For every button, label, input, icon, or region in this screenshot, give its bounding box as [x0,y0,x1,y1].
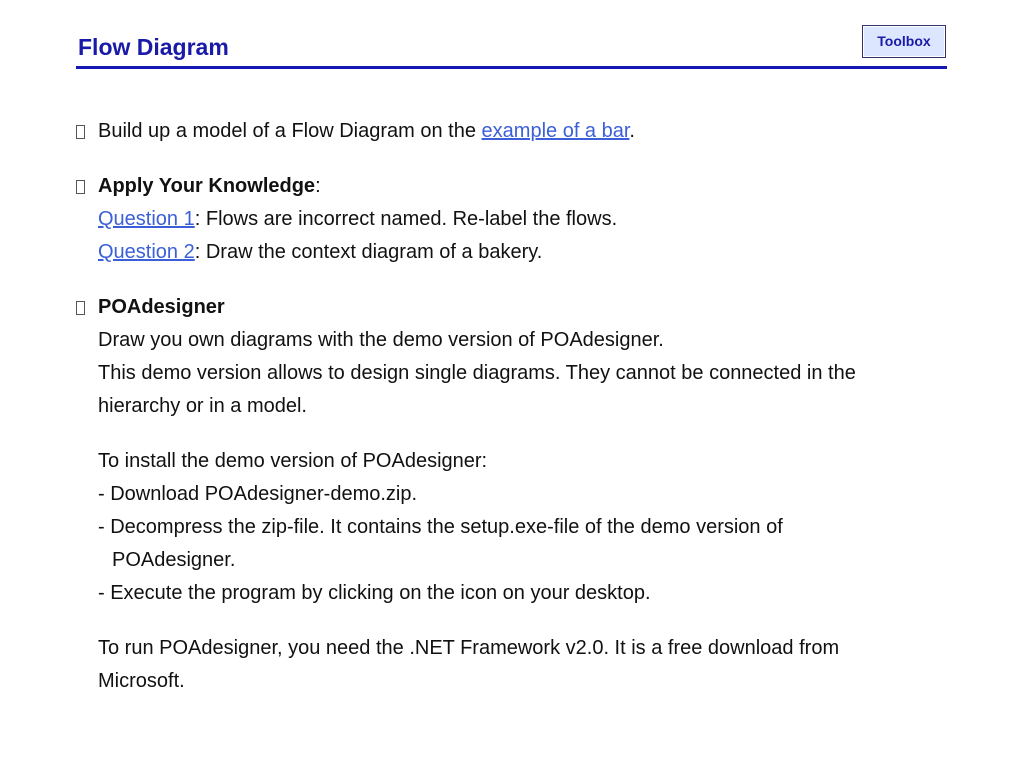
apply-knowledge-heading: Apply Your Knowledge [98,175,316,197]
bullet-text-suffix: . [629,120,635,142]
question-2-link[interactable]: Question 2 [98,241,195,263]
bullet-box-icon [76,291,90,324]
install-intro: To install the demo version of POAdesigner: [98,450,488,472]
bullet-box-icon [76,115,90,148]
install-step-2-continued: POAdesigner. [112,549,236,571]
example-of-a-bar-link[interactable]: example of a bar [481,120,630,142]
question-2-text: : Draw the context diagram of a bakery. [194,241,543,263]
heading-colon: : [315,175,321,197]
toolbox-button[interactable]: Toolbox [862,25,946,58]
bullet-build-model [76,115,976,148]
install-step-1: - Download POAdesigner-demo.zip. [98,483,418,505]
slide-content [76,115,976,720]
title-divider [76,66,947,69]
requirements-line-1: To run POAdesigner, you need the .NET Framework v2.0. It is a free download from [98,637,840,659]
poadesigner-line-3: hierarchy or in a model. [98,395,307,417]
bullet-text: Build up a model of a Flow Diagram on the [98,120,482,142]
install-instructions [76,445,976,610]
question-1-link[interactable]: Question 1 [98,208,195,230]
poadesigner-heading: POAdesigner [98,296,225,318]
bullet-apply-knowledge [76,170,976,269]
question-1-text: : Flows are incorrect named. Re-label the flows. [194,208,618,230]
requirements-line-2: Microsoft. [98,670,185,692]
bullet-box-icon [76,170,90,203]
requirements-note [76,632,976,698]
install-step-2: - Decompress the zip-file. It contains the setup.exe-file of the demo version of [98,516,783,538]
poadesigner-line-2: This demo version allows to design single diagrams. They cannot be connected in the [98,362,856,384]
poadesigner-line-1: Draw you own diagrams with the demo version of POAdesigner. [98,329,664,351]
page-title: Flow Diagram [78,34,229,60]
bullet-poadesigner [76,291,976,423]
install-step-3: - Execute the program by clicking on the icon on your desktop. [98,582,651,604]
